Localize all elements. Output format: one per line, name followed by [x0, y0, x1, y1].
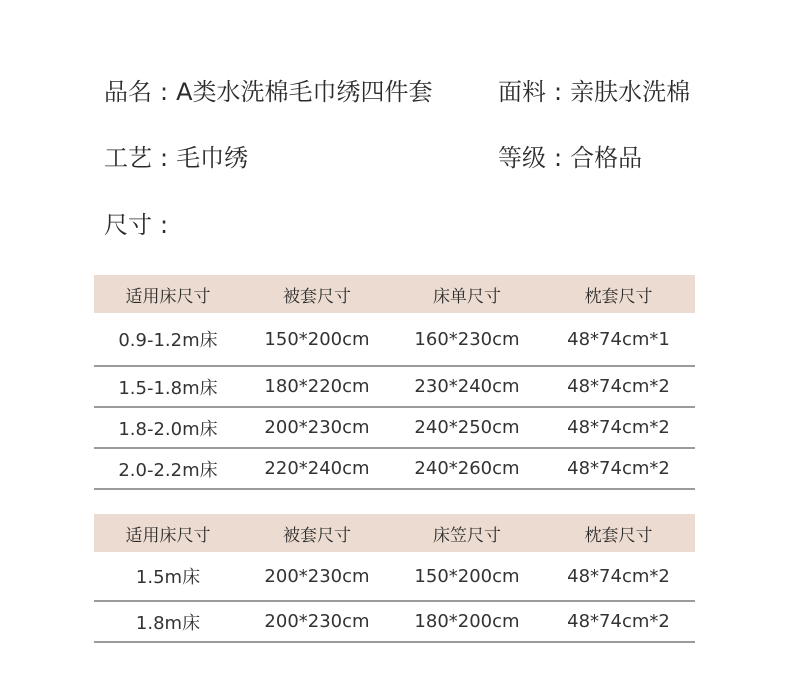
header-duvet-size: 被套尺寸	[242, 275, 392, 313]
grade-label: 等级	[498, 144, 546, 172]
fabric-label: 面料	[498, 78, 546, 106]
cell-bed-size: 2.0-2.2m床	[94, 448, 242, 489]
cell-pillowcase-size: 48*74cm*2	[542, 448, 695, 489]
cell-duvet-size: 220*240cm	[242, 448, 392, 489]
size-label: 尺寸	[104, 211, 152, 239]
header-pillowcase-size: 枕套尺寸	[542, 275, 695, 313]
product-name-label: 品名	[104, 78, 152, 106]
size-heading	[104, 208, 176, 242]
header-pillowcase-size: 枕套尺寸	[542, 514, 695, 552]
info-row-craft-grade	[104, 141, 744, 175]
table-row	[94, 366, 695, 407]
cell-pillowcase-size: 48*74cm*2	[542, 366, 695, 407]
info-row-size	[104, 208, 744, 242]
header-duvet-size: 被套尺寸	[242, 514, 392, 552]
craft-label: 工艺	[104, 144, 152, 172]
cell-bed-size: 0.9-1.2m床	[94, 313, 242, 366]
colon: :	[160, 78, 169, 106]
colon: :	[160, 144, 169, 172]
size-table-fitted-sheet	[94, 514, 695, 643]
cell-sheet-size: 240*250cm	[392, 407, 542, 448]
cell-sheet-size: 240*260cm	[392, 448, 542, 489]
cell-duvet-size: 150*200cm	[242, 313, 392, 366]
size-table-sheet	[94, 275, 695, 490]
table-row	[94, 407, 695, 448]
cell-pillowcase-size: 48*74cm*1	[542, 313, 695, 366]
table-row	[94, 601, 695, 642]
header-sheet-size: 床单尺寸	[392, 275, 542, 313]
product-name	[104, 75, 433, 109]
grade	[498, 141, 642, 175]
table-row	[94, 552, 695, 601]
colon: :	[554, 144, 563, 172]
header-bed-size: 适用床尺寸	[94, 514, 242, 552]
colon: :	[554, 78, 563, 106]
craft	[104, 141, 248, 175]
info-row-name-fabric	[104, 75, 744, 109]
table-row	[94, 313, 695, 366]
cell-bed-size: 1.5m床	[94, 552, 242, 601]
cell-fitted-sheet-size: 180*200cm	[392, 601, 542, 642]
cell-duvet-size: 200*230cm	[242, 552, 392, 601]
grade-value: 合格品	[570, 144, 643, 172]
fabric-value: 亲肤水洗棉	[570, 78, 691, 106]
cell-bed-size: 1.5-1.8m床	[94, 366, 242, 407]
cell-duvet-size: 200*230cm	[242, 407, 392, 448]
fabric	[498, 75, 690, 109]
craft-value: 毛巾绣	[176, 144, 249, 172]
table-header-row	[94, 275, 695, 313]
header-bed-size: 适用床尺寸	[94, 275, 242, 313]
cell-bed-size: 1.8-2.0m床	[94, 407, 242, 448]
cell-pillowcase-size: 48*74cm*2	[542, 552, 695, 601]
cell-duvet-size: 200*230cm	[242, 601, 392, 642]
cell-sheet-size: 230*240cm	[392, 366, 542, 407]
cell-sheet-size: 160*230cm	[392, 313, 542, 366]
table-header-row	[94, 514, 695, 552]
cell-bed-size: 1.8m床	[94, 601, 242, 642]
product-name-value: A类水洗棉毛巾绣四件套	[176, 78, 433, 106]
header-fitted-sheet-size: 床笠尺寸	[392, 514, 542, 552]
cell-pillowcase-size: 48*74cm*2	[542, 407, 695, 448]
colon: :	[160, 211, 169, 239]
cell-pillowcase-size: 48*74cm*2	[542, 601, 695, 642]
cell-duvet-size: 180*220cm	[242, 366, 392, 407]
table-row	[94, 448, 695, 489]
cell-fitted-sheet-size: 150*200cm	[392, 552, 542, 601]
